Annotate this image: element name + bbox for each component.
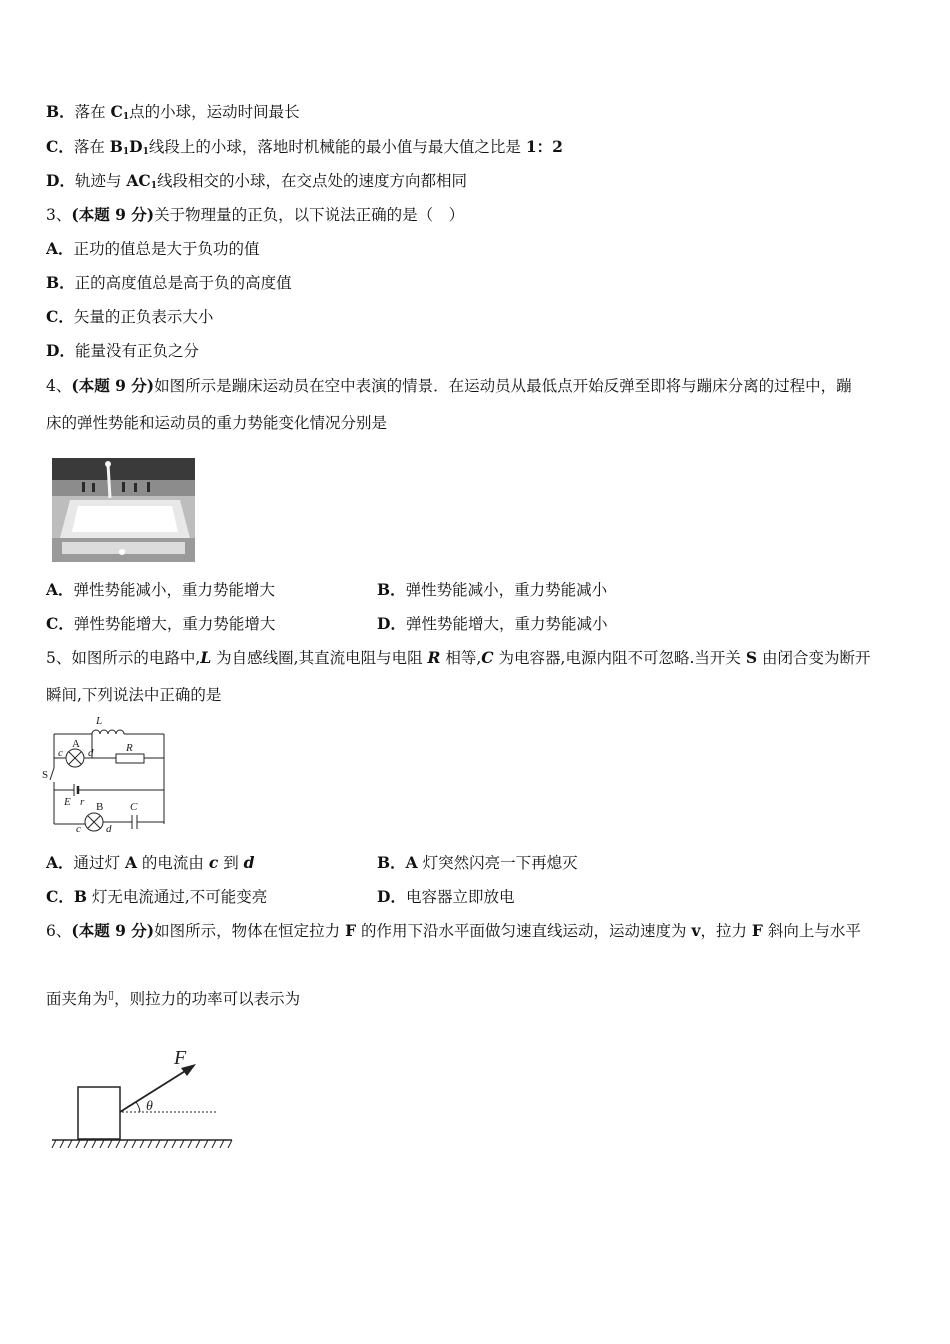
label-C: C (130, 801, 138, 813)
q4-stem-line2: 床的弹性势能和运动员的重力势能变化情况分别是 (46, 414, 388, 432)
label-A: A (72, 738, 80, 750)
q4-option-a: A．弹性势能减小，重力势能增大 (46, 580, 276, 599)
missing-symbol-icon: ▯ (108, 988, 115, 1001)
q5-option-a: A．通过灯 A 的电流由 c 到 d (46, 853, 255, 872)
q2-option-c: C．落在 $B_1D_1$线段上的小球，落地时机械能的最小值与最大值之比是 1：2 (46, 137, 563, 157)
label-d2: d (106, 823, 112, 835)
q3-stem: 3、(本题 9 分)关于物理量的正负，以下说法正确的是（ ） (46, 205, 465, 224)
q4-option-d: D．弹性势能增大，重力势能减小 (377, 614, 608, 633)
q5-option-d: D．电容器立即放电 (377, 887, 515, 906)
label-L: L (96, 715, 103, 727)
label-E: E (64, 796, 71, 808)
q3-option-c: C．矢量的正负表示大小 (46, 307, 214, 326)
q4-stem-line1: 4、(本题 9 分)如图所示是蹦床运动员在空中表演的情景．在运动员从最低点开始反弹至即将与蹦床分离的过程中，蹦 (46, 376, 852, 395)
force-diagram (50, 1042, 236, 1154)
label-S: S (42, 769, 49, 781)
q5-option-c: C．B 灯无电流通过,不可能变亮 (46, 887, 268, 906)
q3-option-d: D．能量没有正负之分 (46, 341, 199, 360)
force-label: F (174, 1047, 187, 1069)
q5-stem-line2: 瞬间,下列说法中正确的是 (46, 686, 222, 704)
q6-stem-line2: 面夹角为▯，则拉力的功率可以表示为 (46, 988, 301, 1008)
q4-option-c: C．弹性势能增大，重力势能增大 (46, 614, 276, 633)
q5-option-b: B．A 灯突然闪亮一下再熄灭 (377, 853, 578, 872)
q6-stem-line1: 6、(本题 9 分)如图所示，物体在恒定拉力 F 的作用下沿水平面做匀速直线运动，运动速度为 v，拉力 F 斜向上与水平 (46, 921, 861, 940)
label-r: r (80, 796, 85, 808)
angle-label: θ (146, 1099, 153, 1114)
q2-option-d: D．轨迹与 $AC_1$线段相交的小球，在交点处的速度方向都相同 (46, 171, 468, 191)
q3-option-a: A．正功的值总是大于负功的值 (46, 239, 260, 258)
label-d1: d (88, 747, 94, 759)
q5-stem-line1: 5、如图所示的电路中,L 为自感线圈,其直流电阻与电阻 R 相等,C 为电容器,电源内阻不可忽略.当开关 S 由闭合变为断开 (46, 648, 871, 667)
q3-option-b: B．正的高度值总是高于负的高度值 (46, 273, 292, 292)
label-R: R (126, 742, 133, 754)
trampoline-photo (52, 458, 195, 562)
label-c1: c (58, 747, 63, 759)
label-c2: c (76, 823, 81, 835)
circuit-diagram (40, 712, 170, 836)
label-B: B (96, 801, 104, 813)
q2-option-b: B．落在 $C_1$点的小球，运动时间最长 (46, 102, 300, 122)
q4-option-b: B．弹性势能减小，重力势能减小 (377, 580, 608, 599)
